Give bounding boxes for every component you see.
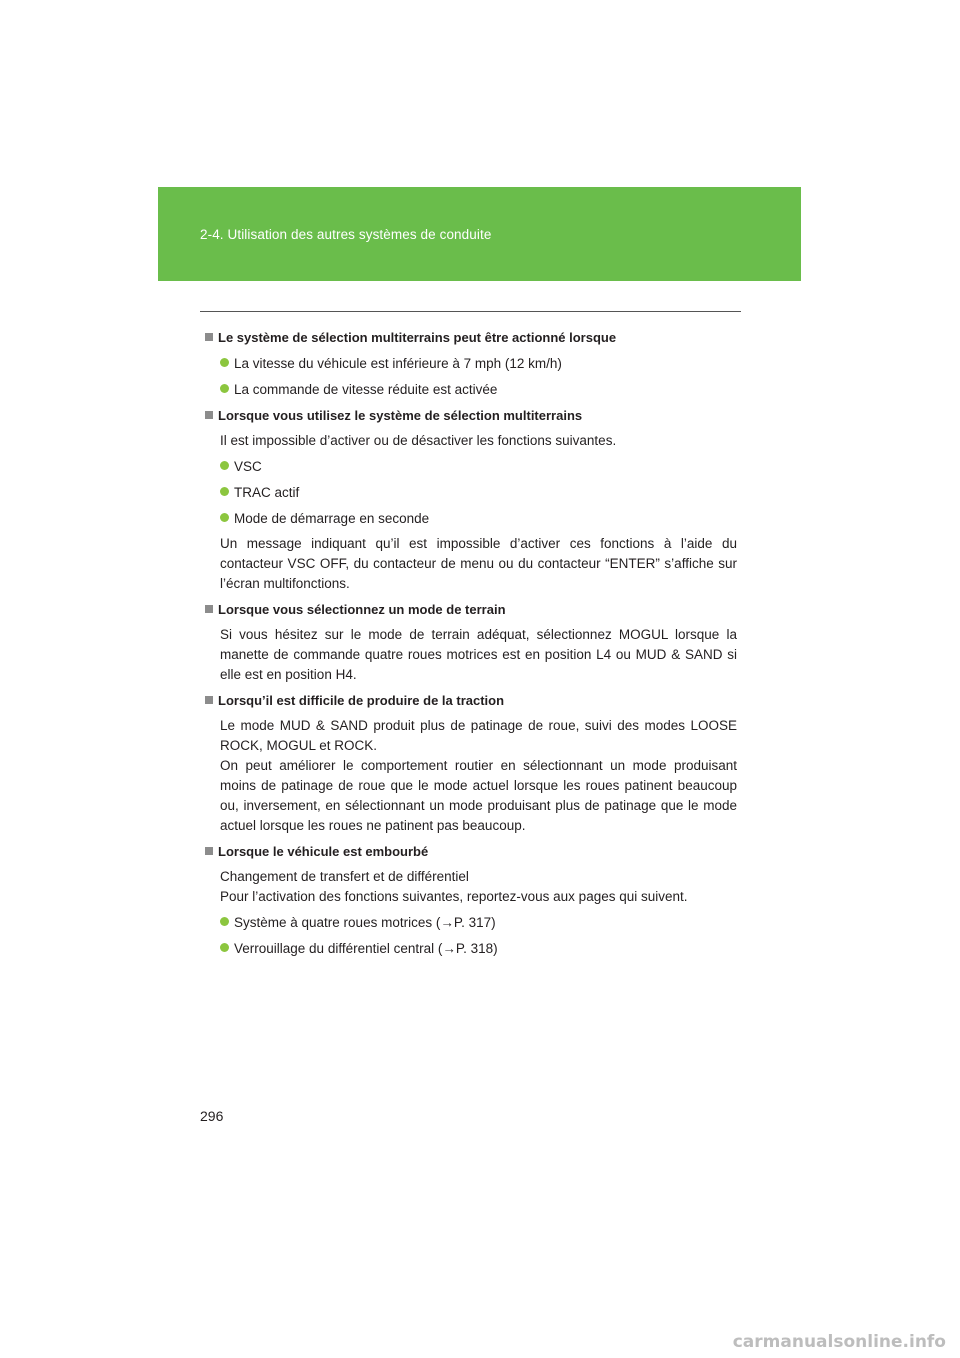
- bullet-text: La commande de vitesse réduite est activée: [234, 382, 498, 397]
- bullet-dot-icon: [220, 384, 229, 393]
- bullet-dot-icon: [220, 358, 229, 367]
- paragraph: Changement de transfert et de différentiel: [220, 869, 469, 884]
- bullet-text: Mode de démarrage en seconde: [234, 511, 430, 526]
- square-marker-icon: [205, 333, 213, 341]
- bullet-dot-icon: [220, 943, 229, 952]
- square-marker-icon: [205, 605, 213, 613]
- bullet-dot-icon: [220, 461, 229, 470]
- bullet-item: [220, 939, 737, 959]
- watermark: carmanualsonline.info: [732, 1332, 946, 1352]
- bullet-dot-icon: [220, 917, 229, 926]
- paragraph: Le mode MUD & SAND produit plus de patinage de roue, suivi des modes LOOSE ROCK, MOGUL et ROCK.: [220, 718, 737, 753]
- bullet-item: [220, 457, 737, 477]
- square-marker-icon: [205, 847, 213, 855]
- section-heading: [205, 842, 737, 862]
- section-heading-text: Lorsqu’il est difficile de produire de la traction: [218, 693, 505, 708]
- paragraph: Pour l’activation des fonctions suivantes, reportez-vous aux pages qui suivent.: [220, 889, 688, 904]
- section-heading-text: Le système de sélection multiterrains peut être actionné lorsque: [218, 330, 617, 345]
- bullet-text: Verrouillage du différentiel central (→P. 318): [234, 941, 498, 956]
- chapter-title: 2-4. Utilisation des autres systèmes de conduite: [200, 227, 492, 242]
- bullet-dot-icon: [220, 487, 229, 496]
- section-heading-text: Lorsque vous utilisez le système de sélection multiterrains: [218, 408, 583, 423]
- section-heading-text: Lorsque vous sélectionnez un mode de terrain: [218, 602, 506, 617]
- bullet-text: Système à quatre roues motrices (→P. 317): [234, 915, 496, 930]
- square-marker-icon: [205, 696, 213, 704]
- bullet-item: [220, 483, 737, 503]
- section-heading: [205, 600, 737, 620]
- section-heading: [205, 328, 737, 348]
- bullet-text: VSC: [234, 459, 262, 474]
- paragraph: Un message indiquant qu’il est impossible d’activer ces fonctions à l’aide du contacteur VSC OFF, du contacteur de menu ou du contacteur “ENTER” s’affiche sur l’écran multifonctions.: [220, 536, 737, 591]
- section-heading-text: Lorsque le véhicule est embourbé: [218, 844, 429, 859]
- bullet-item: [220, 913, 737, 933]
- bullet-dot-icon: [220, 513, 229, 522]
- bullet-text: La vitesse du véhicule est inférieure à 7 mph (12 km/h): [234, 356, 562, 371]
- chapter-header-band: [158, 187, 801, 281]
- page-number: 296: [200, 1108, 224, 1124]
- square-marker-icon: [205, 411, 213, 419]
- bullet-item: [220, 354, 737, 374]
- paragraph: Il est impossible d’activer ou de désactiver les fonctions suivantes.: [220, 433, 617, 448]
- content-body: [205, 328, 737, 959]
- bullet-item: [220, 380, 737, 400]
- bullet-text: TRAC actif: [234, 485, 300, 500]
- paragraph: On peut améliorer le comportement routier en sélectionnant un mode produisant moins de patinage de roue que le mode actuel lorsque les roues patinent beaucoup ou, inversement, en sélectionnant un mode produisant plus de patinage que le mode actuel lorsque les roues ne patinent pas beaucoup.: [220, 758, 737, 833]
- section-divider: [200, 311, 741, 312]
- section-heading: [205, 691, 737, 711]
- section-heading: [205, 406, 737, 426]
- paragraph: Si vous hésitez sur le mode de terrain adéquat, sélectionnez MOGUL lorsque la manette de commande quatre roues motrices est en position L4 ou MUD & SAND si elle est en position H4.: [220, 627, 737, 682]
- bullet-item: [220, 509, 737, 529]
